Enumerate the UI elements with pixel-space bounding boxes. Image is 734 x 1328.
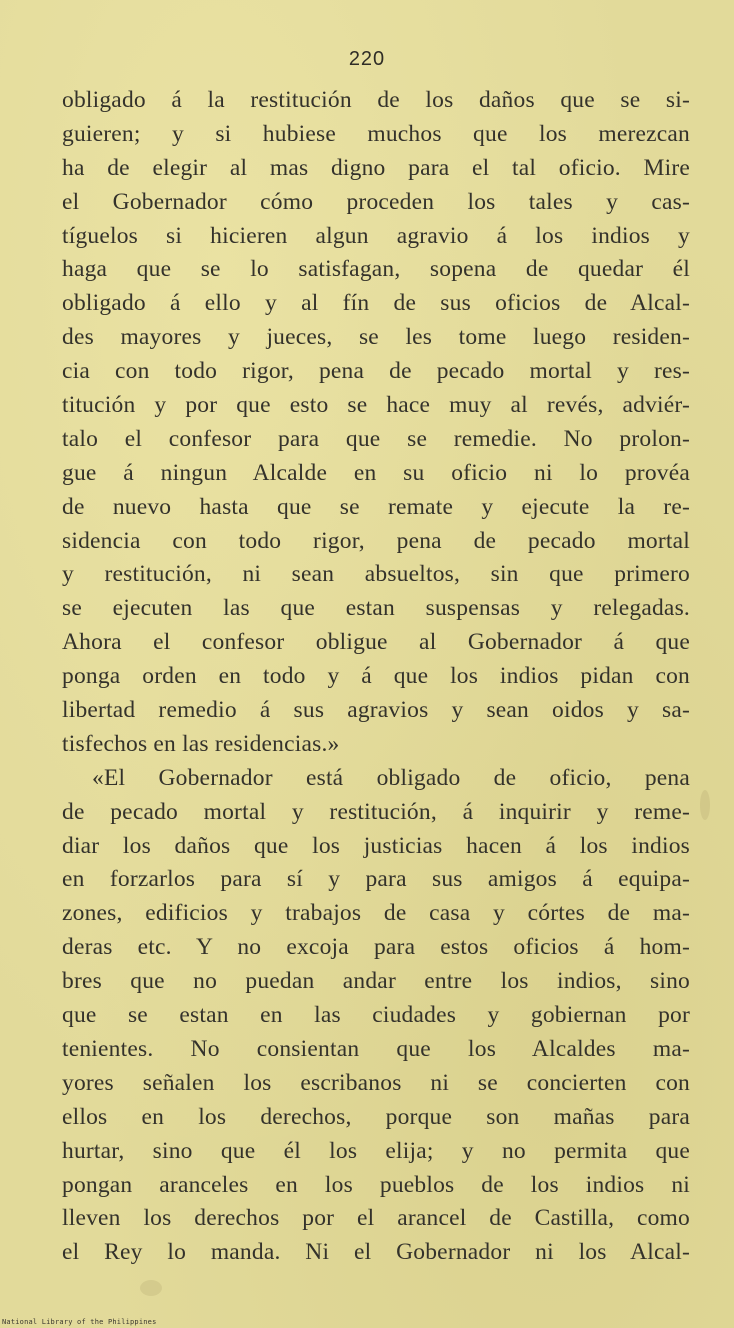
library-watermark: National Library of the Philippines: [2, 1318, 157, 1326]
text-line: yores señalen los escribanos ni se concierten con: [62, 1069, 690, 1096]
text-line: ponga orden en todo y á que los indios pidan con: [62, 663, 690, 690]
text-line: hurtar, sino que él los elija; y no permita que: [62, 1137, 690, 1164]
text-line: ellos en los derechos, porque son mañas para: [62, 1103, 690, 1130]
text-line: sidencia con todo rigor, pena de pecado mortal: [62, 527, 690, 554]
text-line: pongan aranceles en los pueblos de los indios ni: [62, 1171, 690, 1198]
text-line: lleven los derechos por el arancel de Castilla, como: [62, 1205, 690, 1232]
text-line: titución y por que esto se hace muy al revés, adviér-: [62, 392, 690, 419]
text-line: deras etc. Y no excoja para estos oficios á hom-: [62, 934, 690, 961]
paragraph-end-line: tisfechos en las residencias.»: [62, 730, 340, 757]
text-line: gue á ningun Alcalde en su oficio ni lo provéa: [62, 459, 690, 486]
text-line: obligado á la restitución de los daños que se si-: [62, 87, 690, 113]
text-line: bres que no puedan andar entre los indios, sino: [62, 968, 690, 995]
paper-stain: [140, 1280, 162, 1296]
text-line: de pecado mortal y restitución, á inquirir y reme-: [62, 798, 690, 825]
text-line: cia con todo rigor, pena de pecado mortal y res-: [62, 358, 690, 385]
text-line: talo el confesor para que se remedie. No prolon-: [62, 425, 690, 452]
text-line: des mayores y jueces, se les tome luego residen-: [62, 324, 690, 351]
text-line: de nuevo hasta que se remate y ejecute la re-: [62, 493, 690, 520]
body-text: [62, 84, 690, 1270]
text-line: guieren; y si hubiese muchos que los merezcan: [62, 120, 690, 147]
text-line: tíguelos si hicieren algun agravio á los indios y: [62, 222, 690, 249]
text-line: diar los daños que los justicias hacen á los indios: [62, 832, 690, 859]
text-line: haga que se lo satisfagan, sopena de quedar él: [62, 256, 690, 283]
text-line: el Gobernador cómo proceden los tales y cas-: [62, 188, 690, 215]
text-line: obligado á ello y al fín de sus oficios de Alcal-: [62, 290, 690, 317]
text-line: el Rey lo manda. Ni el Gobernador ni los Alcal-: [62, 1239, 690, 1266]
text-line: zones, edificios y trabajos de casa y córtes de ma-: [62, 900, 690, 927]
text-line: y restitución, ni sean absueltos, sin que primero: [62, 561, 690, 588]
text-line: en forzarlos para sí y para sus amigos á equipa-: [62, 866, 690, 893]
text-line: ha de elegir al mas digno para el tal oficio. Mire: [62, 154, 690, 181]
text-line: Ahora el confesor obligue al Gobernador á que: [62, 629, 690, 656]
paper-stain: [700, 790, 710, 820]
text-line: tenientes. No consientan que los Alcaldes ma-: [62, 1035, 690, 1062]
text-line: que se estan en las ciudades y gobiernan por: [62, 1002, 690, 1029]
paragraph-start-line: «El Gobernador está obligado de oficio, pena: [92, 764, 690, 791]
text-line: libertad remedio á sus agravios y sean oidos y sa-: [62, 697, 690, 724]
page-number: 220: [348, 48, 386, 70]
text-line: se ejecuten las que estan suspensas y relegadas.: [62, 595, 690, 622]
